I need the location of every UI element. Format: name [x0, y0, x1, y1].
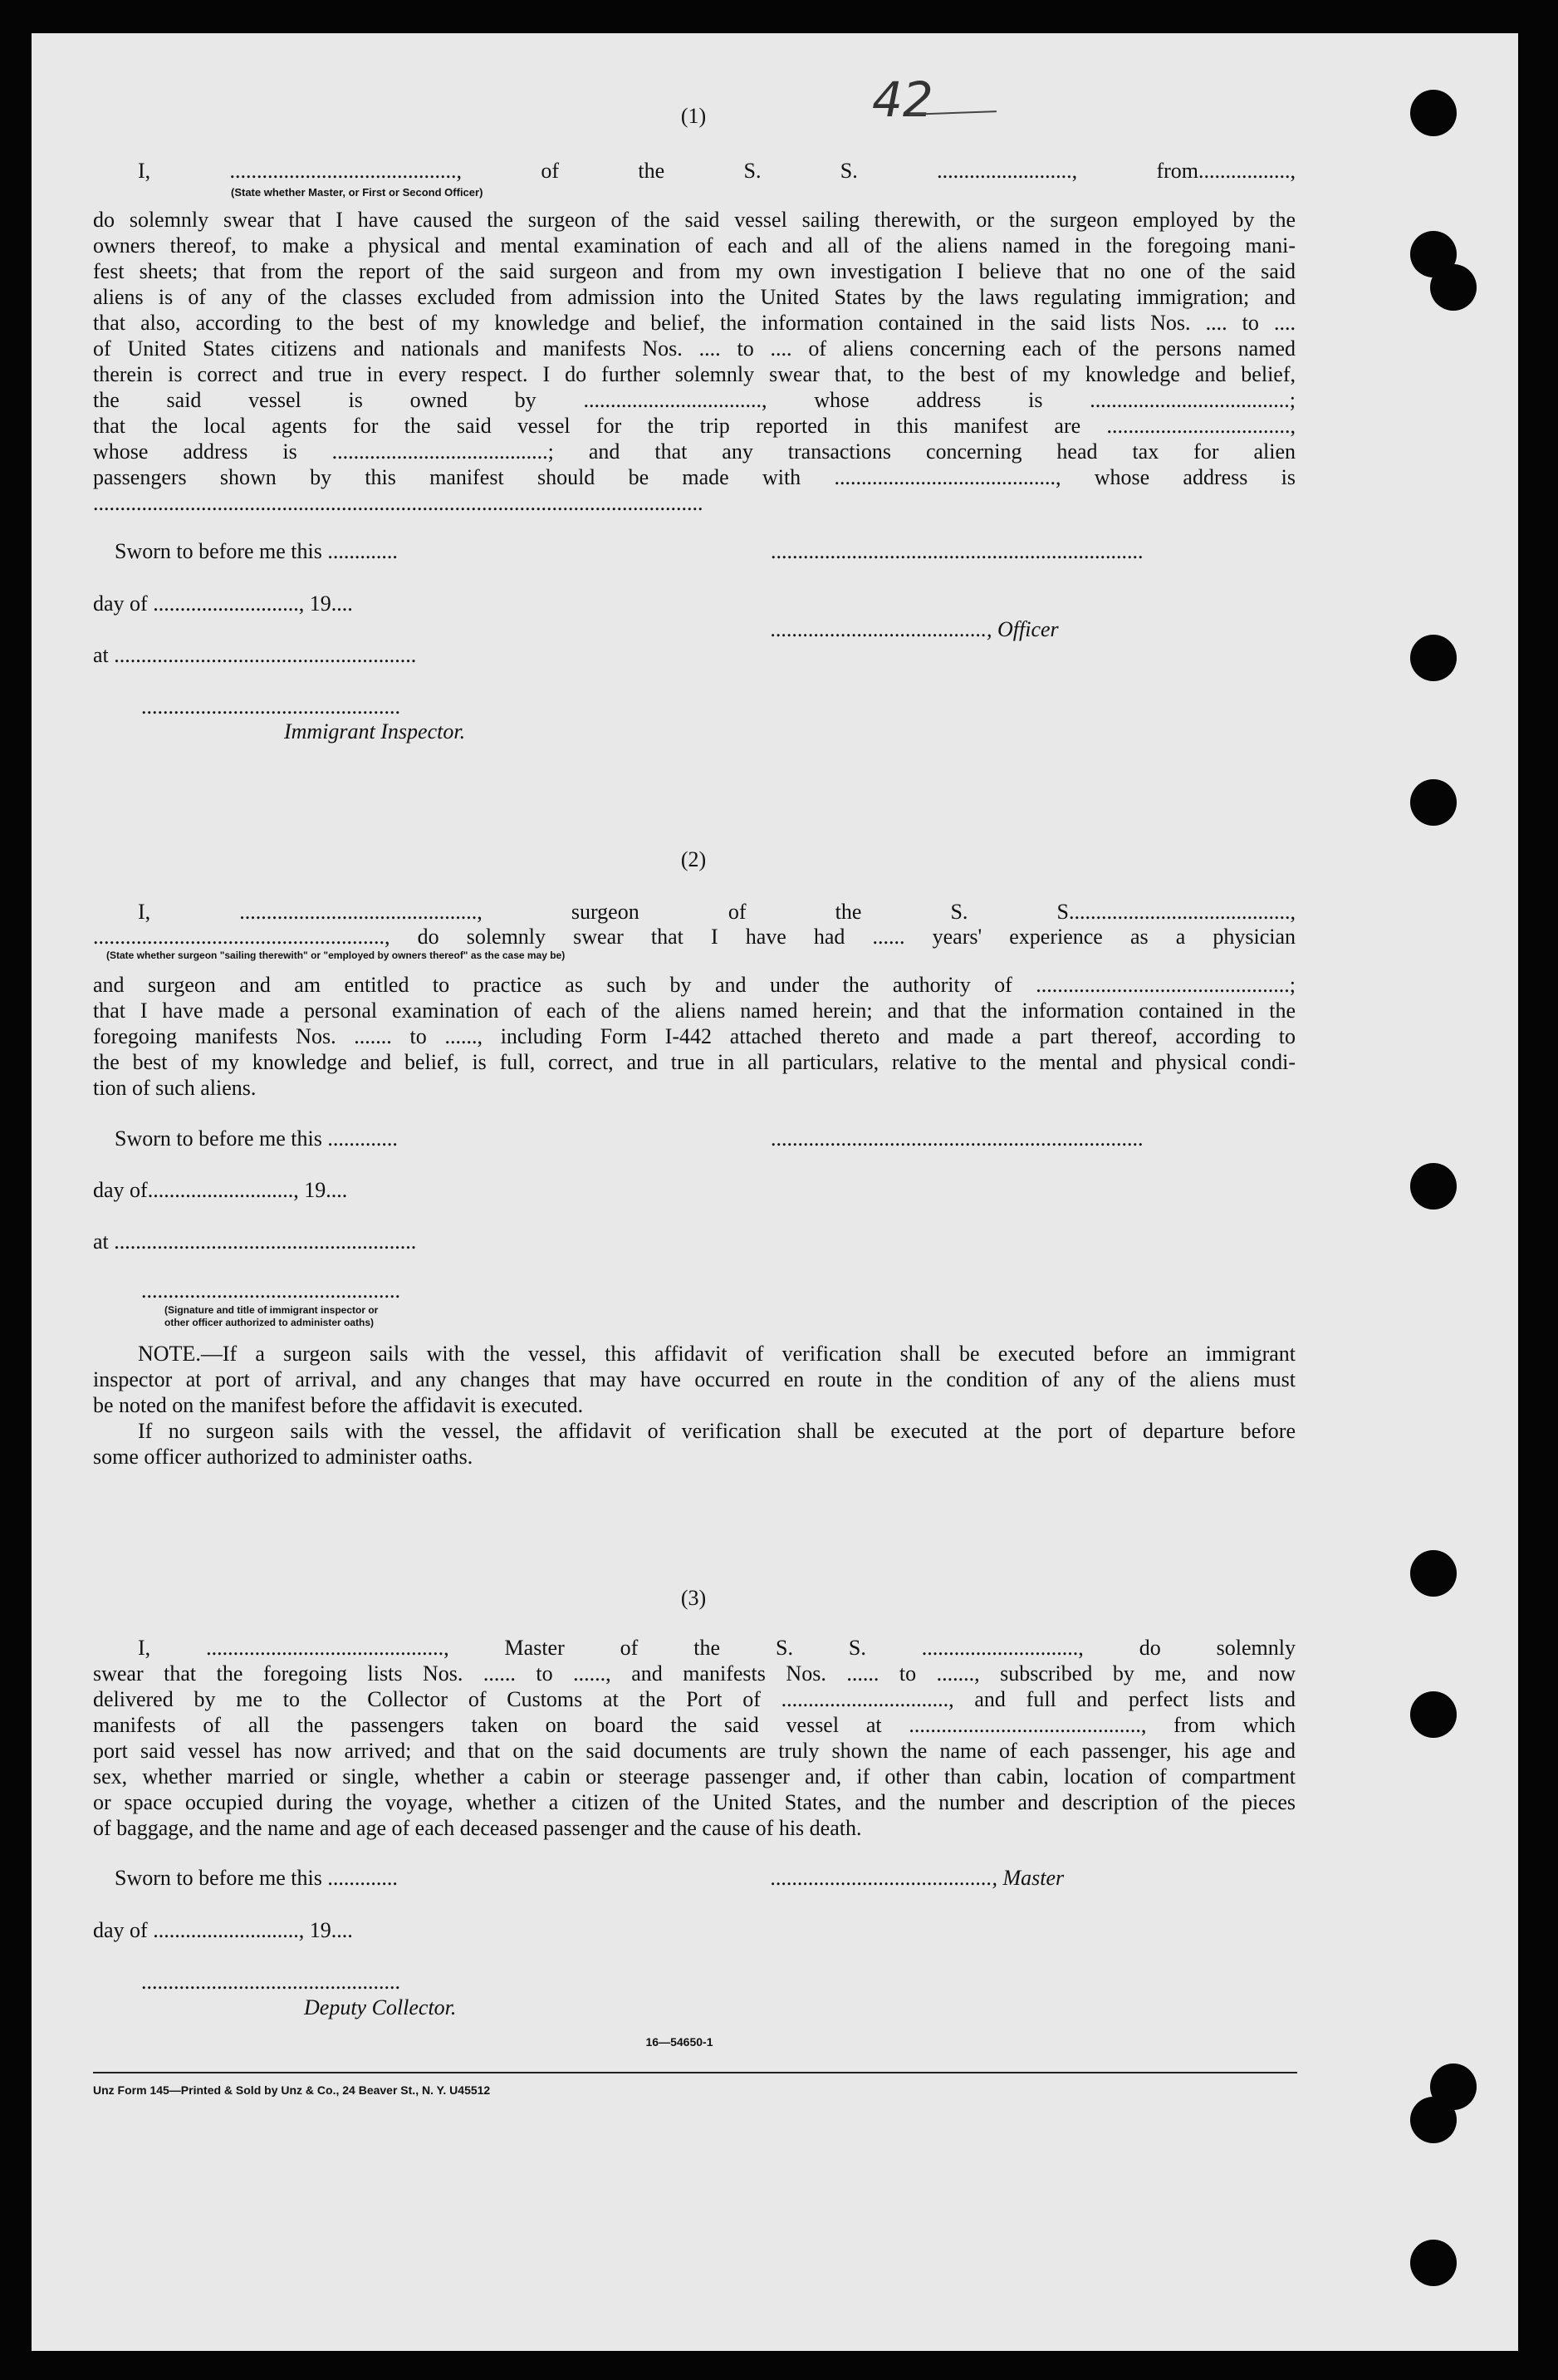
binder-hole [1410, 2240, 1457, 2286]
section2-surgeon-line: I, ............................................, surgeon of the S. S........................................., [138, 900, 1296, 924]
section2-line: the best of my knowledge and belief, is full, correct, and true in all particulars, relative to the mental and physical condi- [93, 1050, 1296, 1074]
section1-line: aliens is of any of the classes excluded from admission into the United States by the laws regulating immigration; and [93, 285, 1296, 309]
binder-hole [1410, 635, 1457, 681]
section1-line: passengers shown by this manifest should be made with ........................................., whose address is [93, 465, 1296, 489]
section1-line: that the local agents for the said vessel for the trip reported in this manifest are .................................., [93, 414, 1296, 438]
section3-collector-label: Deputy Collector. [304, 1995, 457, 2019]
section3-line: swear that the foregoing lists Nos. ...... to ......, and manifests Nos. ...... to ......., subscribed by me, and now [93, 1661, 1296, 1686]
section3-sworn: Sworn to before me this ............. [115, 1866, 398, 1890]
section2-experience-line: ......................................................, do solemnly swear that I have had ...... years' experience as a physician [93, 925, 1296, 949]
section2-caption: (State whether surgeon "sailing therewith" or "employed by owners thereof" as the case may be) [106, 950, 566, 961]
section2-line: tion of such aliens. [93, 1076, 257, 1100]
section2-line: foregoing manifests Nos. ....... to ......, including Form I-442 attached thereto and made a part thereof, according to [93, 1024, 1296, 1048]
form-code: 16—54650-1 [645, 2035, 713, 2049]
section3-line: I, ............................................, Master of the S. S. ............................., do solemnly [138, 1636, 1296, 1660]
section3-line: manifests of all the passengers taken on board the said vessel at ..........................................., from which [93, 1713, 1296, 1737]
section2-signature-line: ..................................................................... [771, 1126, 1144, 1151]
section1-number: (1) [680, 104, 707, 128]
section1-line: do solemnly swear that I have caused the surgeon of the said vessel sailing therewith, or the surgeon employed by the [93, 208, 1296, 232]
section2-note-line: inspector at port of arrival, and any changes that may have occurred en route in the condition of any of the aliens must [93, 1367, 1296, 1391]
section2-note-line: be noted on the manifest before the affidavit is executed. [93, 1393, 584, 1417]
section3-master-line: ........................................., Master [771, 1866, 1065, 1890]
section3-line: of baggage, and the name and age of each deceased passenger and the cause of his death. [93, 1816, 862, 1840]
section2-signature-caption: other officer authorized to administer oaths) [164, 1317, 375, 1328]
section3-line: delivered by me to the Collector of Customs at the Port of ..............................., and full and perfect lists and [93, 1687, 1296, 1711]
section1-line: ................................................................................................................. [93, 491, 703, 515]
section1-line: the said vessel is owned by ................................., whose address is .....................................; [93, 388, 1296, 412]
binder-hole [1410, 1550, 1457, 1597]
section3-line: sex, whether married or single, whether a cabin or steerage passenger and, if other than cabin, location of compartment [93, 1764, 1296, 1789]
section1-line: owners thereof, to make a physical and mental examination of each and all of the aliens named in the foregoing mani- [93, 233, 1296, 258]
section1-master-line: I, .........................................., of the S. S. ........................., from................., [138, 159, 1296, 183]
section3-collector-dots: ................................................ [141, 1970, 400, 1994]
section2-note2-line: If no surgeon sails with the vessel, the affidavit of verification shall be executed at the port of departure before [138, 1419, 1296, 1443]
binder-hole [1410, 1163, 1457, 1210]
section2-signature-caption: (Signature and title of immigrant inspector or [164, 1304, 379, 1316]
section1-line: of United States citizens and nationals and manifests Nos. .... to .... of aliens concerning each of the persons named [93, 336, 1296, 361]
binder-hole [1410, 90, 1457, 136]
section3-number: (3) [680, 1586, 707, 1610]
section3-day: day of ..........................., 19.... [93, 1918, 353, 1942]
section1-officer-line: ........................................, Officer [771, 617, 1059, 641]
section3-line: port said vessel has now arrived; and that on the said documents are truly shown the name of each passenger, his age and [93, 1739, 1296, 1763]
section1-inspector-dots: ................................................ [141, 694, 400, 719]
section1-line: fest sheets; that from the report of the said surgeon and from my own investigation I believe that no one of the said [93, 259, 1296, 283]
footer-printer: Unz Form 145—Printed & Sold by Unz & Co., 24 Beaver St., N. Y. U45512 [93, 2083, 491, 2097]
section2-number: (2) [680, 847, 707, 871]
section2-line: that I have made a personal examination of each of the aliens named herein; and that the information contained in the [93, 999, 1296, 1023]
section1-at: at ........................................................ [93, 643, 417, 667]
section2-line: and surgeon and am entitled to practice as such by and under the authority of ...............................................; [93, 973, 1296, 997]
handwritten-page-number: 42 [872, 71, 933, 128]
section2-at: at ........................................................ [93, 1229, 417, 1254]
section2-day: day of..........................., 19.... [93, 1178, 348, 1202]
section1-line: that also, according to the best of my knowledge and belief, the information contained in the said lists Nos. .... to .... [93, 311, 1296, 335]
section1-inspector-label: Immigrant Inspector. [284, 719, 466, 743]
binder-hole [1410, 1691, 1457, 1738]
section2-note-line: NOTE.—If a surgeon sails with the vessel, this affidavit of verification shall be executed before an immigrant [138, 1342, 1296, 1366]
section1-line: whose address is ........................................; and that any transactions concerning head tax for alien [93, 439, 1296, 464]
section2-note2-line: some officer authorized to administer oaths. [93, 1445, 473, 1469]
section1-sworn: Sworn to before me this ............. [115, 539, 398, 563]
section2-sworn: Sworn to before me this ............. [115, 1126, 398, 1151]
section1-caption: (State whether Master, or First or Second Officer) [231, 186, 483, 199]
binder-hole [1430, 264, 1477, 311]
section1-day: day of ..........................., 19.... [93, 591, 353, 616]
section2-signature-dots: ................................................ [141, 1278, 400, 1303]
binder-hole [1410, 2097, 1457, 2143]
binder-hole [1410, 779, 1457, 826]
section1-line: therein is correct and true in every respect. I do further solemnly swear that, to the best of my knowledge and belief, [93, 362, 1296, 386]
footer-rule [93, 2072, 1297, 2073]
section1-signature-line: ..................................................................... [771, 539, 1144, 563]
section3-line: or space occupied during the voyage, whether a citizen of the United States, and the number and description of the pieces [93, 1790, 1296, 1814]
